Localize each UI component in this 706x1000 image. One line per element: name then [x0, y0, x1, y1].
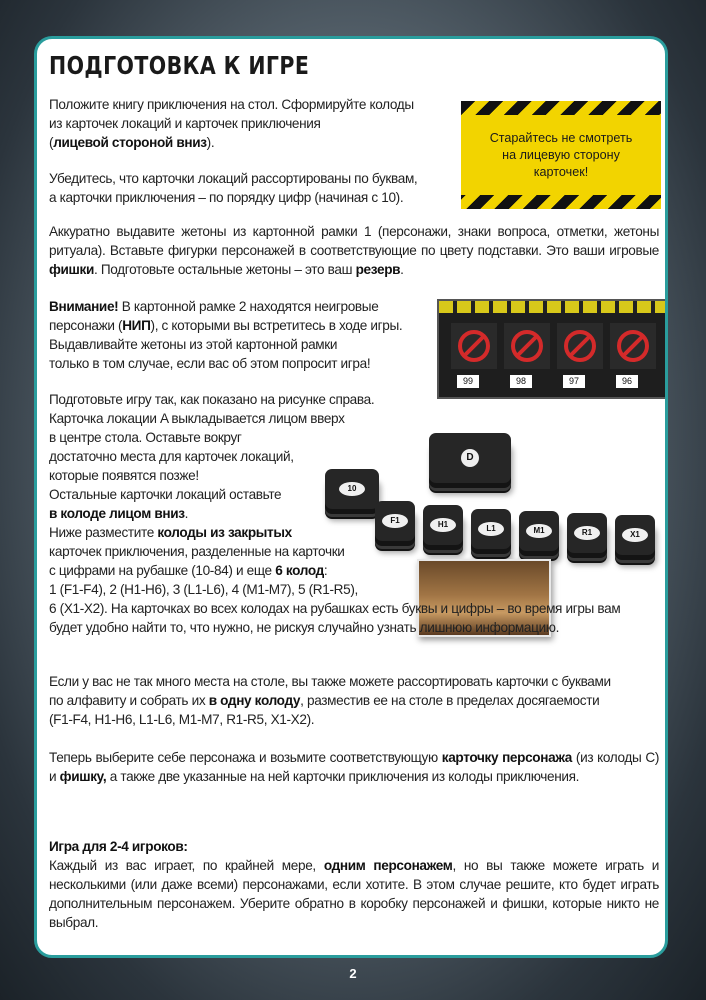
single-deck-line-3: (F1-F4, H1-H6, L1-L6, M1-M7, R1-R5, X1-X2).	[49, 712, 315, 727]
npc-token-3	[557, 323, 603, 369]
attention-line-2-post: ), с которыми вы встретитесь в ходе игры.	[150, 318, 403, 333]
attention-line-4: только в том случае, если вас об этом попросит игра!	[49, 356, 371, 371]
letter-deck-badge-4: M1	[526, 524, 552, 538]
intro-paragraph	[49, 95, 459, 152]
intro-line-1: Положите книгу приключения на стол. Сформируйте колоды	[49, 97, 414, 112]
single-deck-bold: в одну колоду	[208, 693, 301, 708]
forbidden-icon	[457, 329, 491, 363]
tokens-text: Аккуратно выдавите жетоны из картонной рамки 1 (персонажи, знаки вопроса, отметки, жетоны ритуала). Вставьте фигурки персонажей в соответствующие по цвету подставки. Это ваши игровые	[49, 224, 659, 258]
setup-line-9: карточек приключения, разделенные на карточки	[49, 544, 345, 559]
npc-token-number-3: 97	[563, 375, 585, 388]
warning-line-3: карточек!	[533, 164, 589, 179]
forbidden-icon	[616, 329, 650, 363]
letter-deck-badge-5: R1	[574, 526, 600, 540]
setup-bold-closed-decks: колоды из закрытых	[157, 525, 292, 540]
sort-line-1: Убедитесь, что карточки локаций рассортированы по буквам,	[49, 171, 418, 186]
sort-line-2: а карточки приключения – по порядку цифр (начиная с 10).	[49, 190, 404, 205]
page-number: 2	[349, 966, 357, 981]
npc-token-number-4: 96	[616, 375, 638, 388]
tokens-paragraph	[49, 222, 659, 279]
tokens-bold-pieces: фишки	[49, 262, 94, 277]
setup-line-1: Подготовьте игру так, как показано на рисунке справа.	[49, 392, 375, 407]
multiplayer-bold: одним персонажем	[323, 858, 453, 873]
setup-line-7-post: .	[184, 506, 189, 521]
setup-line-8-pre: Ниже разместите	[49, 525, 158, 540]
multiplayer-heading: Игра для 2-4 игроков:	[49, 839, 188, 854]
setup-bold-six-decks: 6 колод	[275, 563, 324, 578]
tokens-bold-reserve: резерв	[355, 262, 401, 277]
intro-line-2: из карточек локаций и карточек приключения	[49, 116, 321, 131]
attention-bold-npc: НИП	[122, 318, 151, 333]
multiplayer-paragraph	[49, 856, 659, 932]
character-bold-card: карточку персонажа	[441, 750, 572, 765]
page-title: ПОДГОТОВКА К ИГРЕ	[49, 51, 310, 80]
character-paragraph	[49, 748, 659, 786]
letter-deck-badge-1: F1	[382, 514, 408, 528]
forbidden-icon	[510, 329, 544, 363]
setup-line-3: в центре стола. Оставьте вокруг	[49, 430, 242, 445]
single-deck-line-2-post: , разместив ее на столе в пределах досягаемости	[300, 693, 600, 708]
npc-token-frame	[437, 299, 667, 399]
letter-deck-badge-6: X1	[622, 528, 648, 542]
attention-line-3: Выдавливайте жетоны из этой картонной рамки	[49, 337, 338, 352]
multiplayer-pre: Каждый из вас играет, по крайней мере,	[49, 858, 324, 873]
setup-line-13: будет удобно найти то, что нужно, не рискуя случайно узнать лишнюю информацию.	[49, 620, 560, 635]
forbidden-icon	[563, 329, 597, 363]
setup-line-10-post: :	[323, 563, 328, 578]
single-deck-line-2-pre: по алфавиту и собрать их	[49, 693, 209, 708]
attention-paragraph	[49, 297, 439, 373]
warning-line-1: Старайтесь не смотреть	[489, 130, 633, 145]
npc-token-1	[451, 323, 497, 369]
attention-line-2-pre: персонажи (	[49, 318, 123, 333]
intro-line-3-open: (	[49, 135, 54, 150]
setup-line-5: которые появятся позже!	[49, 468, 199, 483]
sort-paragraph	[49, 169, 459, 207]
tokens-mid: . Подготовьте остальные жетоны – это ваш	[94, 262, 356, 277]
warning-line-2: на лицевую сторону	[502, 147, 620, 162]
character-mid: (из колоды С) и	[49, 750, 659, 784]
setup-paragraph	[49, 390, 659, 637]
intro-bold-face-down: лицевой стороной вниз	[53, 135, 207, 150]
setup-line-10-pre: с цифрами на рубашке (10-84) и еще	[49, 563, 276, 578]
npc-frame-hazard-strip	[439, 301, 665, 313]
setup-line-4: достаточно места для карточек локаций,	[49, 449, 294, 464]
content-panel	[34, 36, 668, 958]
location-a-badge: D	[461, 449, 479, 467]
letter-deck-badge-3: L1	[478, 522, 504, 536]
npc-token-2	[504, 323, 550, 369]
warning-box	[461, 101, 661, 209]
setup-line-2: Карточка локации A выкладывается лицом вверх	[49, 411, 345, 426]
tokens-end: .	[400, 262, 404, 277]
character-bold-piece: фишку,	[59, 769, 107, 784]
warning-text	[461, 115, 661, 195]
single-deck-line-1: Если у вас не так много места на столе, вы также можете рассортировать карточки с буквами	[49, 674, 611, 689]
adventure-deck-badge: 10	[339, 482, 365, 496]
multiplayer-post: , но вы также можете играть и несколькими (или даже всеми) персонажами, если хотите. В этом случае решите, кто будет играть дополнительным персонажем. Уберите обратно в коробку персонажей и фишки, которые никто не выбрал.	[49, 858, 659, 930]
setup-line-11: 1 (F1-F4), 2 (H1-H6), 3 (L1-L6), 4 (M1-M7), 5 (R1-R5),	[49, 582, 358, 597]
npc-token-number-1: 99	[457, 375, 479, 388]
npc-token-number-2: 98	[510, 375, 532, 388]
setup-line-6: Остальные карточки локаций оставьте	[49, 487, 282, 502]
npc-token-4	[610, 323, 656, 369]
intro-line-3-close: ).	[206, 135, 215, 150]
character-end: а также две указанные на ней карточки приключения из колоды приключения.	[106, 769, 580, 784]
setup-line-12: 6 (X1-X2). На карточках во всех колодах на рубашках есть буквы и цифры – во время игры вам	[49, 601, 621, 616]
attention-line-1: В картонной рамке 2 находятся неигровые	[118, 299, 379, 314]
single-deck-paragraph	[49, 672, 659, 729]
character-pre: Теперь выберите себе персонажа и возьмите соответствующую	[49, 750, 442, 765]
letter-deck-badge-2: H1	[430, 518, 456, 532]
setup-bold-face-down-deck: в колоде лицом вниз	[49, 506, 185, 521]
attention-label: Внимание!	[49, 299, 119, 314]
